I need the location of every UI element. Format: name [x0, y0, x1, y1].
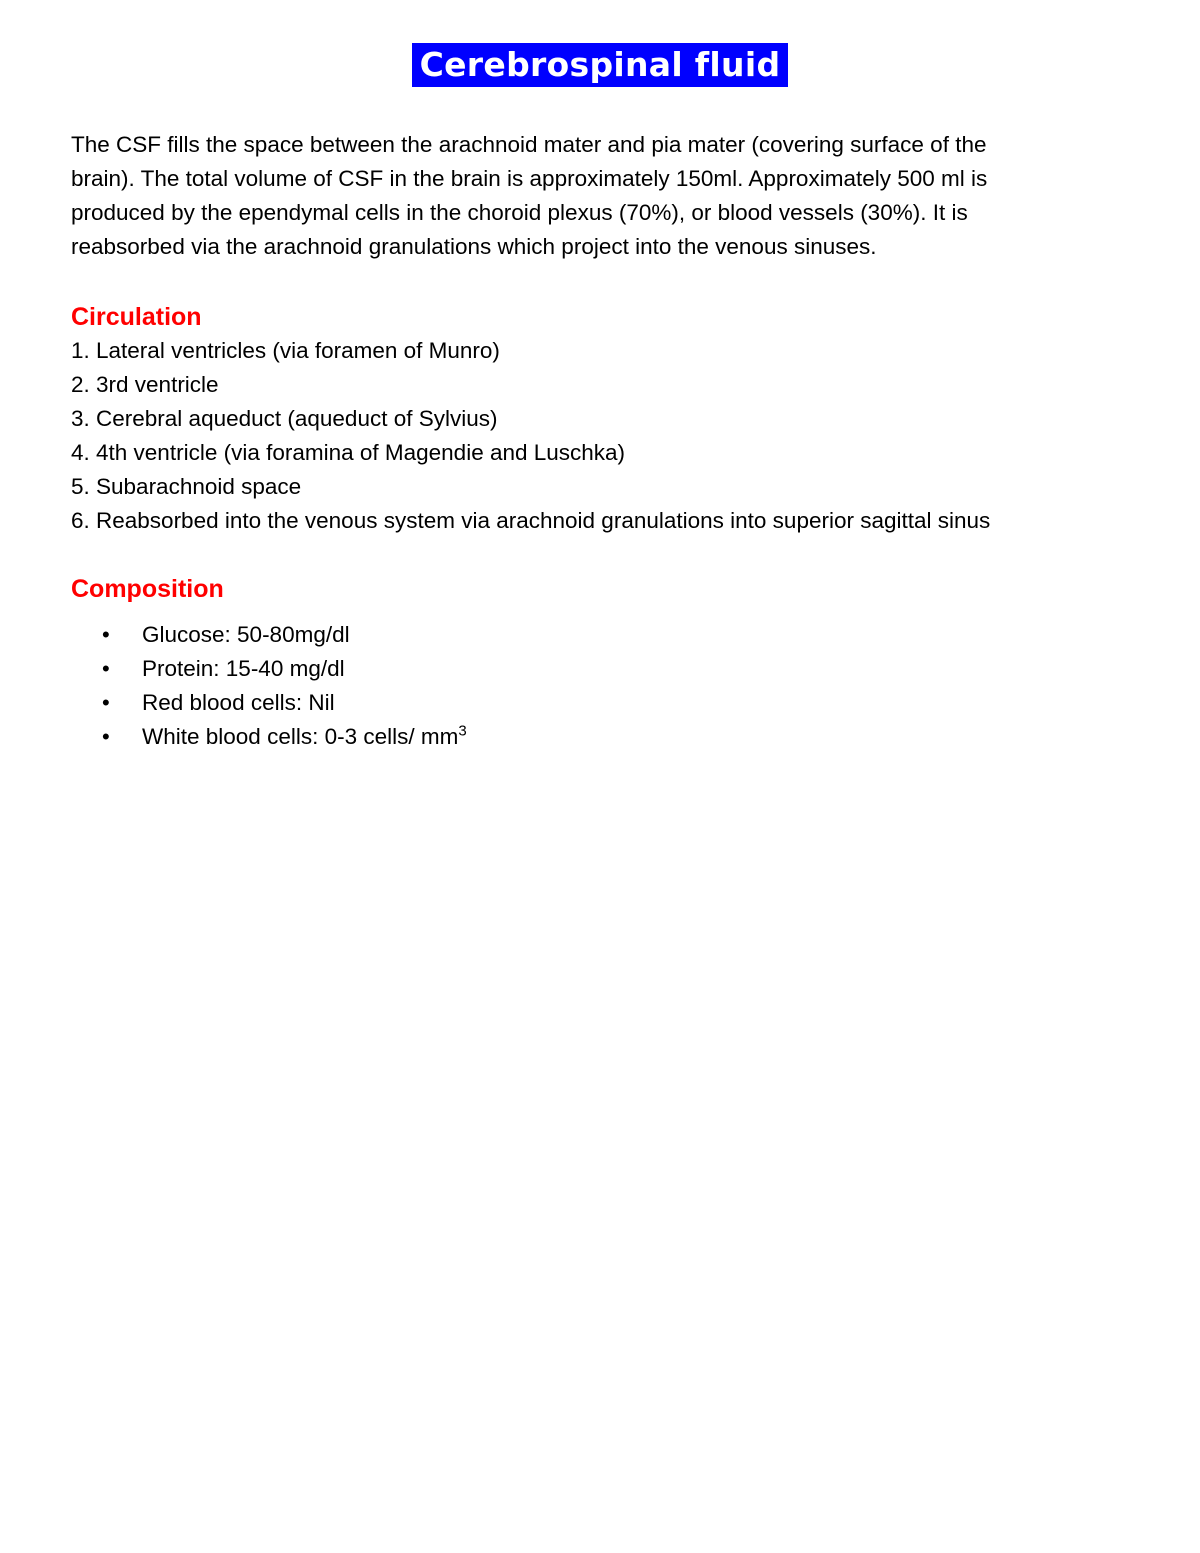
composition-item-text: Glucose: 50-80mg/dl	[142, 622, 350, 647]
intro-line: brain). The total volume of CSF in the brain is approximately 150ml. Approximately 500 ml is	[71, 166, 988, 191]
composition-item-text: Red blood cells: Nil	[142, 690, 335, 715]
circulation-step: 6. Reabsorbed into the venous system via arachnoid granulations into superior sagittal sinus	[71, 508, 991, 533]
circulation-step: 4. 4th ventricle (via foramina of Magendie and Luschka)	[71, 440, 626, 465]
composition-item	[71, 686, 1131, 720]
title-container	[0, 43, 1200, 87]
intro-paragraph	[71, 128, 1131, 264]
composition-item-text: White blood cells: 0-3 cells/ mm	[142, 724, 459, 749]
circulation-step: 5. Subarachnoid space	[71, 474, 302, 499]
composition-item	[71, 720, 1131, 754]
document-body	[71, 128, 1131, 754]
intro-line: produced by the ependymal cells in the choroid plexus (70%), or blood vessels (30%). It is	[71, 200, 968, 225]
composition-item	[71, 618, 1131, 652]
intro-line: The CSF fills the space between the arachnoid mater and pia mater (covering surface of the	[71, 132, 987, 157]
composition-item-text: Protein: 15-40 mg/dl	[142, 656, 345, 681]
superscript-exponent: 3	[458, 722, 467, 740]
composition-list	[71, 618, 1131, 754]
circulation-steps-list	[71, 334, 1131, 538]
composition-item	[71, 652, 1131, 686]
circulation-step: 2. 3rd ventricle	[71, 372, 219, 397]
bullet-icon: •	[102, 690, 110, 715]
circulation-step: 3. Cerebral aqueduct (aqueduct of Sylvius)	[71, 406, 498, 431]
bullet-icon: •	[102, 724, 110, 749]
page-title: Cerebrospinal fluid	[412, 43, 789, 87]
bullet-icon: •	[102, 622, 110, 647]
bullet-icon: •	[102, 656, 110, 681]
composition-heading: Composition	[71, 575, 224, 603]
circulation-heading: Circulation	[71, 303, 202, 331]
intro-line: reabsorbed via the arachnoid granulations which project into the venous sinuses.	[71, 234, 877, 259]
circulation-step: 1. Lateral ventricles (via foramen of Munro)	[71, 338, 500, 363]
